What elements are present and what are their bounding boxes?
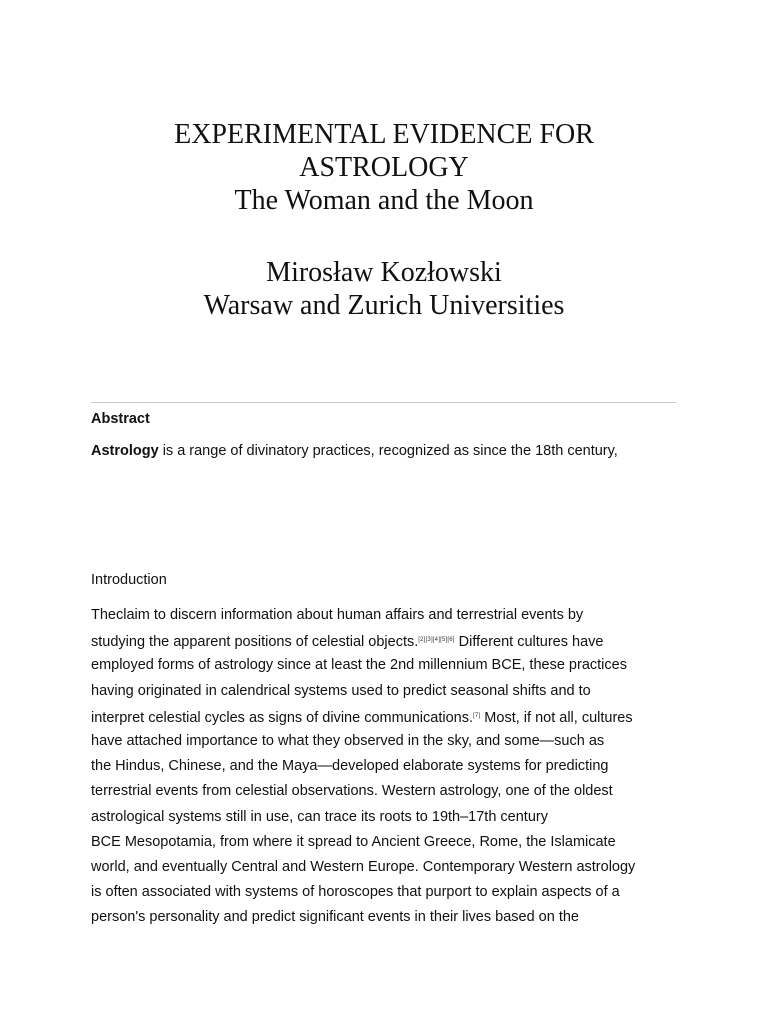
line-text: have attached importance to what they observed in the sky, and some—such as	[91, 732, 605, 749]
line-text: interpret celestial cycles as signs of divine communications.	[91, 709, 473, 726]
abstract-term: Astrology	[91, 443, 159, 459]
line-text: is often associated with systems of horoscopes that purport to explain aspects of a	[91, 884, 620, 901]
paragraph-line	[91, 905, 691, 930]
line-text: BCE Mesopotamia, from where it spread to Ancient Greece, Rome, the Islamicate	[91, 833, 616, 850]
title-spacer	[0, 217, 768, 256]
abstract-paragraph	[91, 443, 618, 459]
paragraph-line	[91, 880, 691, 905]
line-text-continued: Different cultures have	[454, 634, 604, 651]
paragraph-line	[91, 729, 691, 754]
paragraph-line	[91, 830, 691, 855]
line-text: person's personality and predict significant events in their lives based on the	[91, 909, 579, 926]
paragraph-line	[91, 855, 691, 880]
line-text: terrestrial events from celestial observations. Western astrology, one of the oldest	[91, 783, 613, 800]
paragraph-line	[91, 704, 691, 729]
introduction-paragraph	[91, 603, 691, 930]
line-text: having originated in calendrical systems used to predict seasonal shifts and to	[91, 682, 591, 699]
abstract-text: is a range of divinatory practices, recognized as since the 18th century,	[158, 443, 618, 459]
abstract-heading: Abstract	[91, 411, 150, 427]
document-title-line-2: ASTROLOGY	[299, 152, 469, 183]
paragraph-line	[91, 754, 691, 779]
paragraph-line	[91, 653, 691, 678]
line-text: employed forms of astrology since at least the 2nd millennium BCE, these practices	[91, 657, 627, 674]
citation-reference[interactable]: [2][3][4][5][6]	[418, 637, 455, 644]
line-text: Theclaim to discern information about human affairs and terrestrial events by	[91, 607, 584, 623]
paragraph-line	[91, 603, 691, 628]
author-name: Mirosław Kozłowski	[266, 257, 502, 288]
introduction-heading: Introduction	[91, 572, 167, 588]
document-title-line-1: EXPERIMENTAL EVIDENCE FOR	[174, 119, 594, 150]
line-text-continued: Most, if not all, cultures	[480, 709, 633, 726]
section-divider	[91, 402, 676, 403]
citation-reference[interactable]: [7]	[473, 712, 481, 719]
paragraph-line	[91, 805, 691, 830]
document-subtitle: The Woman and the Moon	[234, 185, 534, 216]
line-text: world, and eventually Central and Western Europe. Contemporary Western astrology	[91, 858, 636, 875]
line-text: astrological systems still in use, can trace its roots to 19th–17th century	[91, 808, 548, 825]
author-affiliation: Warsaw and Zurich Universities	[203, 290, 565, 321]
line-text: studying the apparent positions of celestial objects.	[91, 634, 419, 651]
line-text: the Hindus, Chinese, and the Maya—developed elaborate systems for predicting	[91, 758, 609, 775]
title-block	[0, 118, 768, 322]
paragraph-line	[91, 628, 691, 653]
paragraph-line	[91, 779, 691, 804]
paragraph-line	[91, 679, 691, 704]
